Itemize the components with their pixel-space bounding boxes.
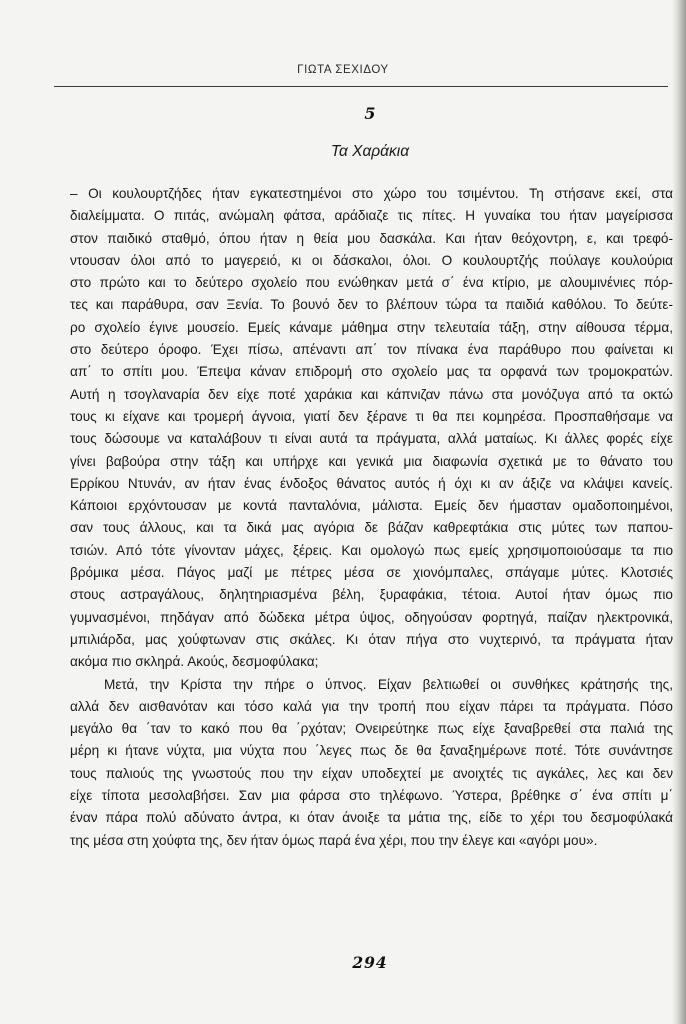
paragraph (70, 674, 673, 852)
text-line: γυμνασμένοι, πηδάγαν από δώδεκα μέτρα ύψος, οδηγούσαν φορτηγά, παίζαν ηλεκτρονικά, (70, 609, 673, 625)
text-line: στους αστραγάλους, δηλητηριασμένα βέλη, ξυραφάκια, τέτοια. Αυτοί ήταν όμως πιο (70, 587, 673, 603)
text-line: γίνει βαβούρα στην τάξη και υπήρχε και γενικά μια διαφωνία σχετικά με το θάνατο του (70, 453, 673, 469)
body-text (70, 183, 673, 852)
running-head: ΓΙΩΤΑ ΣΕΧΙΔΟΥ (297, 64, 389, 76)
text-line: ντουσαν όλοι από το μαγερειό, κι οι δάσκαλοι, όλοι. Ο κουλουρτζής πούλαγε κουλούρια (70, 252, 673, 268)
text-line: τσιών. Από τότε γίνονταν μάχες, ξέρεις. Και ομολογώ πως εμείς χρησιμοποιούσαμε τα πιο (70, 542, 673, 558)
text-line: Ερρίκου Ντυνάν, αν ήταν ένας ένδοξος θάνατος αυτός ή όχι κι αν άξιζε να κλάψει κανείς. (70, 475, 673, 491)
text-line: τους παλιούς της γνωστούς που την είχαν υποδεχτεί με ανοιχτές τις αγκάλες, λες και δεν (70, 765, 673, 781)
text-line: τες και παράθυρα, σαν Ξενία. Το βουνό δεν το βλέπουν τώρα τα παιδιά καθόλου. Το δεύτε- (70, 297, 673, 313)
text-line: Μετά, την Κρίστα την πήρε ο ύπνος. Είχαν βελτιωθεί οι συνθήκες κράτησής της, (104, 676, 673, 692)
text-line: ακόμα πιο σκληρά. Ακούς, δεσμοφύλακα; (70, 654, 319, 670)
page-number: 294 (352, 953, 388, 972)
text-line: της μέσα στη χούφτα της, δεν ήταν όμως παρά ένα χέρι, που την έλεγε και «αγόρι μου». (70, 832, 598, 848)
header-rule (54, 86, 668, 87)
text-line: σαν τους άλλους, και τα δικά μας αγόρια δε βάζαν καθρεφτάκια στις μύτες των παπου- (70, 520, 673, 536)
text-line: στον παιδικό σταθμό, όπου ήταν η θεία μου δασκάλα. Και ήταν θεόχοντρη, ε, και τρεφό- (70, 230, 673, 246)
text-line: έναν πάρα πολύ αδύνατο άντρα, κι όταν άνοιξε τα μάτια της, είδε το χέρι του δεσμοφύλακά (70, 810, 673, 826)
text-line: στο πρώτο και το δεύτερο σχολείο που ενώθηκαν μετά σ΄ ένα κτίριο, με αλουμινένιες πόρ- (70, 275, 673, 291)
paragraph (70, 183, 673, 674)
chapter-title: Τα Χαράκια (330, 143, 410, 160)
text-line: τους κι είχανε και τρομερή άγνοια, γιατί δεν ξέρανε τι θα πει κομηρέσα. Προσπαθήσαμε να (70, 408, 673, 424)
text-line: βρόμικα μέσα. Πάγος μαζί με πέτρες μέσα σε χιονόμπαλες, σπάγαμε μύτες. Κλοτσιές (70, 565, 673, 581)
chapter-number: 5 (364, 104, 376, 123)
text-line: είχε τίποτα μεσολαβήσει. Σαν μια φάρσα στο τηλέφωνο. Ύστερα, βρέθηκε σ΄ ένα σπίτι μ΄ (70, 788, 673, 804)
text-line: αλλά δεν αισθανόταν και τόσο καλά για την τροπή που είχαν πάρει τα πράγματα. Πόσο (70, 698, 673, 714)
text-line: μπιλιάρδα, μας χούφτωναν στις σκάλες. Κι όταν πήγα στο νυχτερινό, τα πράγματα ήταν (70, 631, 673, 647)
text-line: Αυτή η τσογλαναρία δεν είχε ποτέ χαράκια και κάπνιζαν πάνω στα μονόζυγα από τα οκτώ (70, 386, 673, 402)
text-line: τους δώσουμε να καταλάβουν τι είναι αυτά τα πράγματα, αλλά ματαίως. Κι άλλες φορές είχε (70, 431, 673, 447)
text-line: διαλείμματα. Ο πιτάς, ανώμαλη φάτσα, αράδιαζε τις πίτες. Η γυναίκα του ήταν μαγείρισσα (70, 208, 673, 224)
text-line: μεγάλο θα ΄ταν το κακό που θα ΄ρχόταν; Ονειρεύτηκε πως είχε ξαναβρεθεί στα παλιά της (70, 721, 673, 737)
text-line: στο δεύτερο όροφο. Έχει πίσω, απέναντι απ΄ τον πίνακα ένα παράθυρο που φαίνεται κι (70, 342, 673, 358)
text-line: Κάποιοι ερχόντουσαν με κοντά πανταλόνια, μάλιστα. Εμείς δεν ήμασταν ομαδοποιημένοι, (70, 498, 673, 514)
text-line: – Οι κουλουρτζήδες ήταν εγκατεστημένοι στο χώρο του τσιμέντου. Τη στήσανε εκεί, στα (70, 186, 673, 201)
text-line: ρο σχολείο έγινε μουσείο. Εμείς κάναμε μάθημα στην τελευταία τάξη, στην αίθουσα τέρμα, (70, 319, 673, 335)
text-line: απ΄ το σπίτι μου. Έπεψα κάναν επιδρομή στο σχολείο μας τα ορφανά των τρομοκρατών. (70, 364, 673, 380)
text-line: μέρη κι ήτανε νύχτα, μια νύχτα που ΄λεγες πως δε θα ξαναξημέρωνε ποτέ. Τότε συνάντησε (70, 743, 673, 759)
